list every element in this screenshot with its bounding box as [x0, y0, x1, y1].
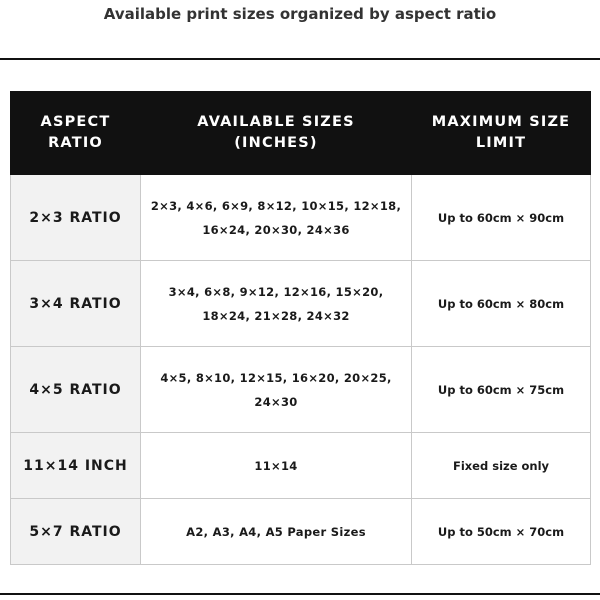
available-sizes-cell	[141, 175, 412, 261]
sizes-line: 16×24, 20×30, 24×36	[202, 222, 350, 237]
header-maximum-size-line-1: MAXIMUM SIZE	[431, 114, 571, 130]
sizes-line: 4×5, 8×10, 12×15, 16×20, 20×25,	[160, 370, 392, 385]
maximum-size-cell: Up to 60cm × 75cm	[412, 347, 591, 433]
header-aspect-ratio	[11, 92, 141, 175]
sizes-line: 18×24, 21×28, 24×32	[202, 308, 350, 323]
maximum-size-cell: Up to 60cm × 90cm	[412, 175, 591, 261]
aspect-ratio-cell: 5×7 RATIO	[11, 499, 141, 565]
table-row	[11, 175, 591, 261]
header-aspect-ratio-line-1: ASPECT	[40, 114, 111, 130]
table-row	[11, 261, 591, 347]
sizes-line: 11×14	[254, 458, 298, 473]
available-sizes-cell	[141, 499, 412, 565]
available-sizes-cell	[141, 261, 412, 347]
maximum-size-cell: Fixed size only	[412, 433, 591, 499]
sizes-line: A2, A3, A4, A5 Paper Sizes	[186, 524, 366, 539]
sizes-line: 2×3, 4×6, 6×9, 8×12, 10×15, 12×18,	[150, 198, 402, 213]
header-available-sizes	[141, 92, 412, 175]
print-sizes-table	[10, 91, 591, 565]
aspect-ratio-cell: 3×4 RATIO	[11, 261, 141, 347]
sizes-line: 3×4, 6×8, 9×12, 12×16, 15×20,	[168, 284, 384, 299]
header-maximum-size-line-2: LIMIT	[475, 135, 527, 151]
sizes-line: 24×30	[254, 394, 298, 409]
aspect-ratio-cell: 2×3 RATIO	[11, 175, 141, 261]
maximum-size-cell: Up to 50cm × 70cm	[412, 499, 591, 565]
aspect-ratio-cell: 11×14 INCH	[11, 433, 141, 499]
maximum-size-cell: Up to 60cm × 80cm	[412, 261, 591, 347]
table-row	[11, 347, 591, 433]
header-aspect-ratio-line-2: RATIO	[48, 135, 103, 151]
header-available-sizes-line-1: AVAILABLE SIZES	[197, 114, 355, 130]
header-maximum-size-limit	[412, 92, 591, 175]
table-row	[11, 499, 591, 565]
table-row	[11, 433, 591, 499]
table-header-row	[11, 92, 591, 175]
aspect-ratio-cell: 4×5 RATIO	[11, 347, 141, 433]
available-sizes-cell	[141, 433, 412, 499]
available-sizes-cell	[141, 347, 412, 433]
header-available-sizes-line-2: (INCHES)	[234, 135, 318, 151]
page-title: Available print sizes organized by aspect ratio	[103, 5, 497, 23]
